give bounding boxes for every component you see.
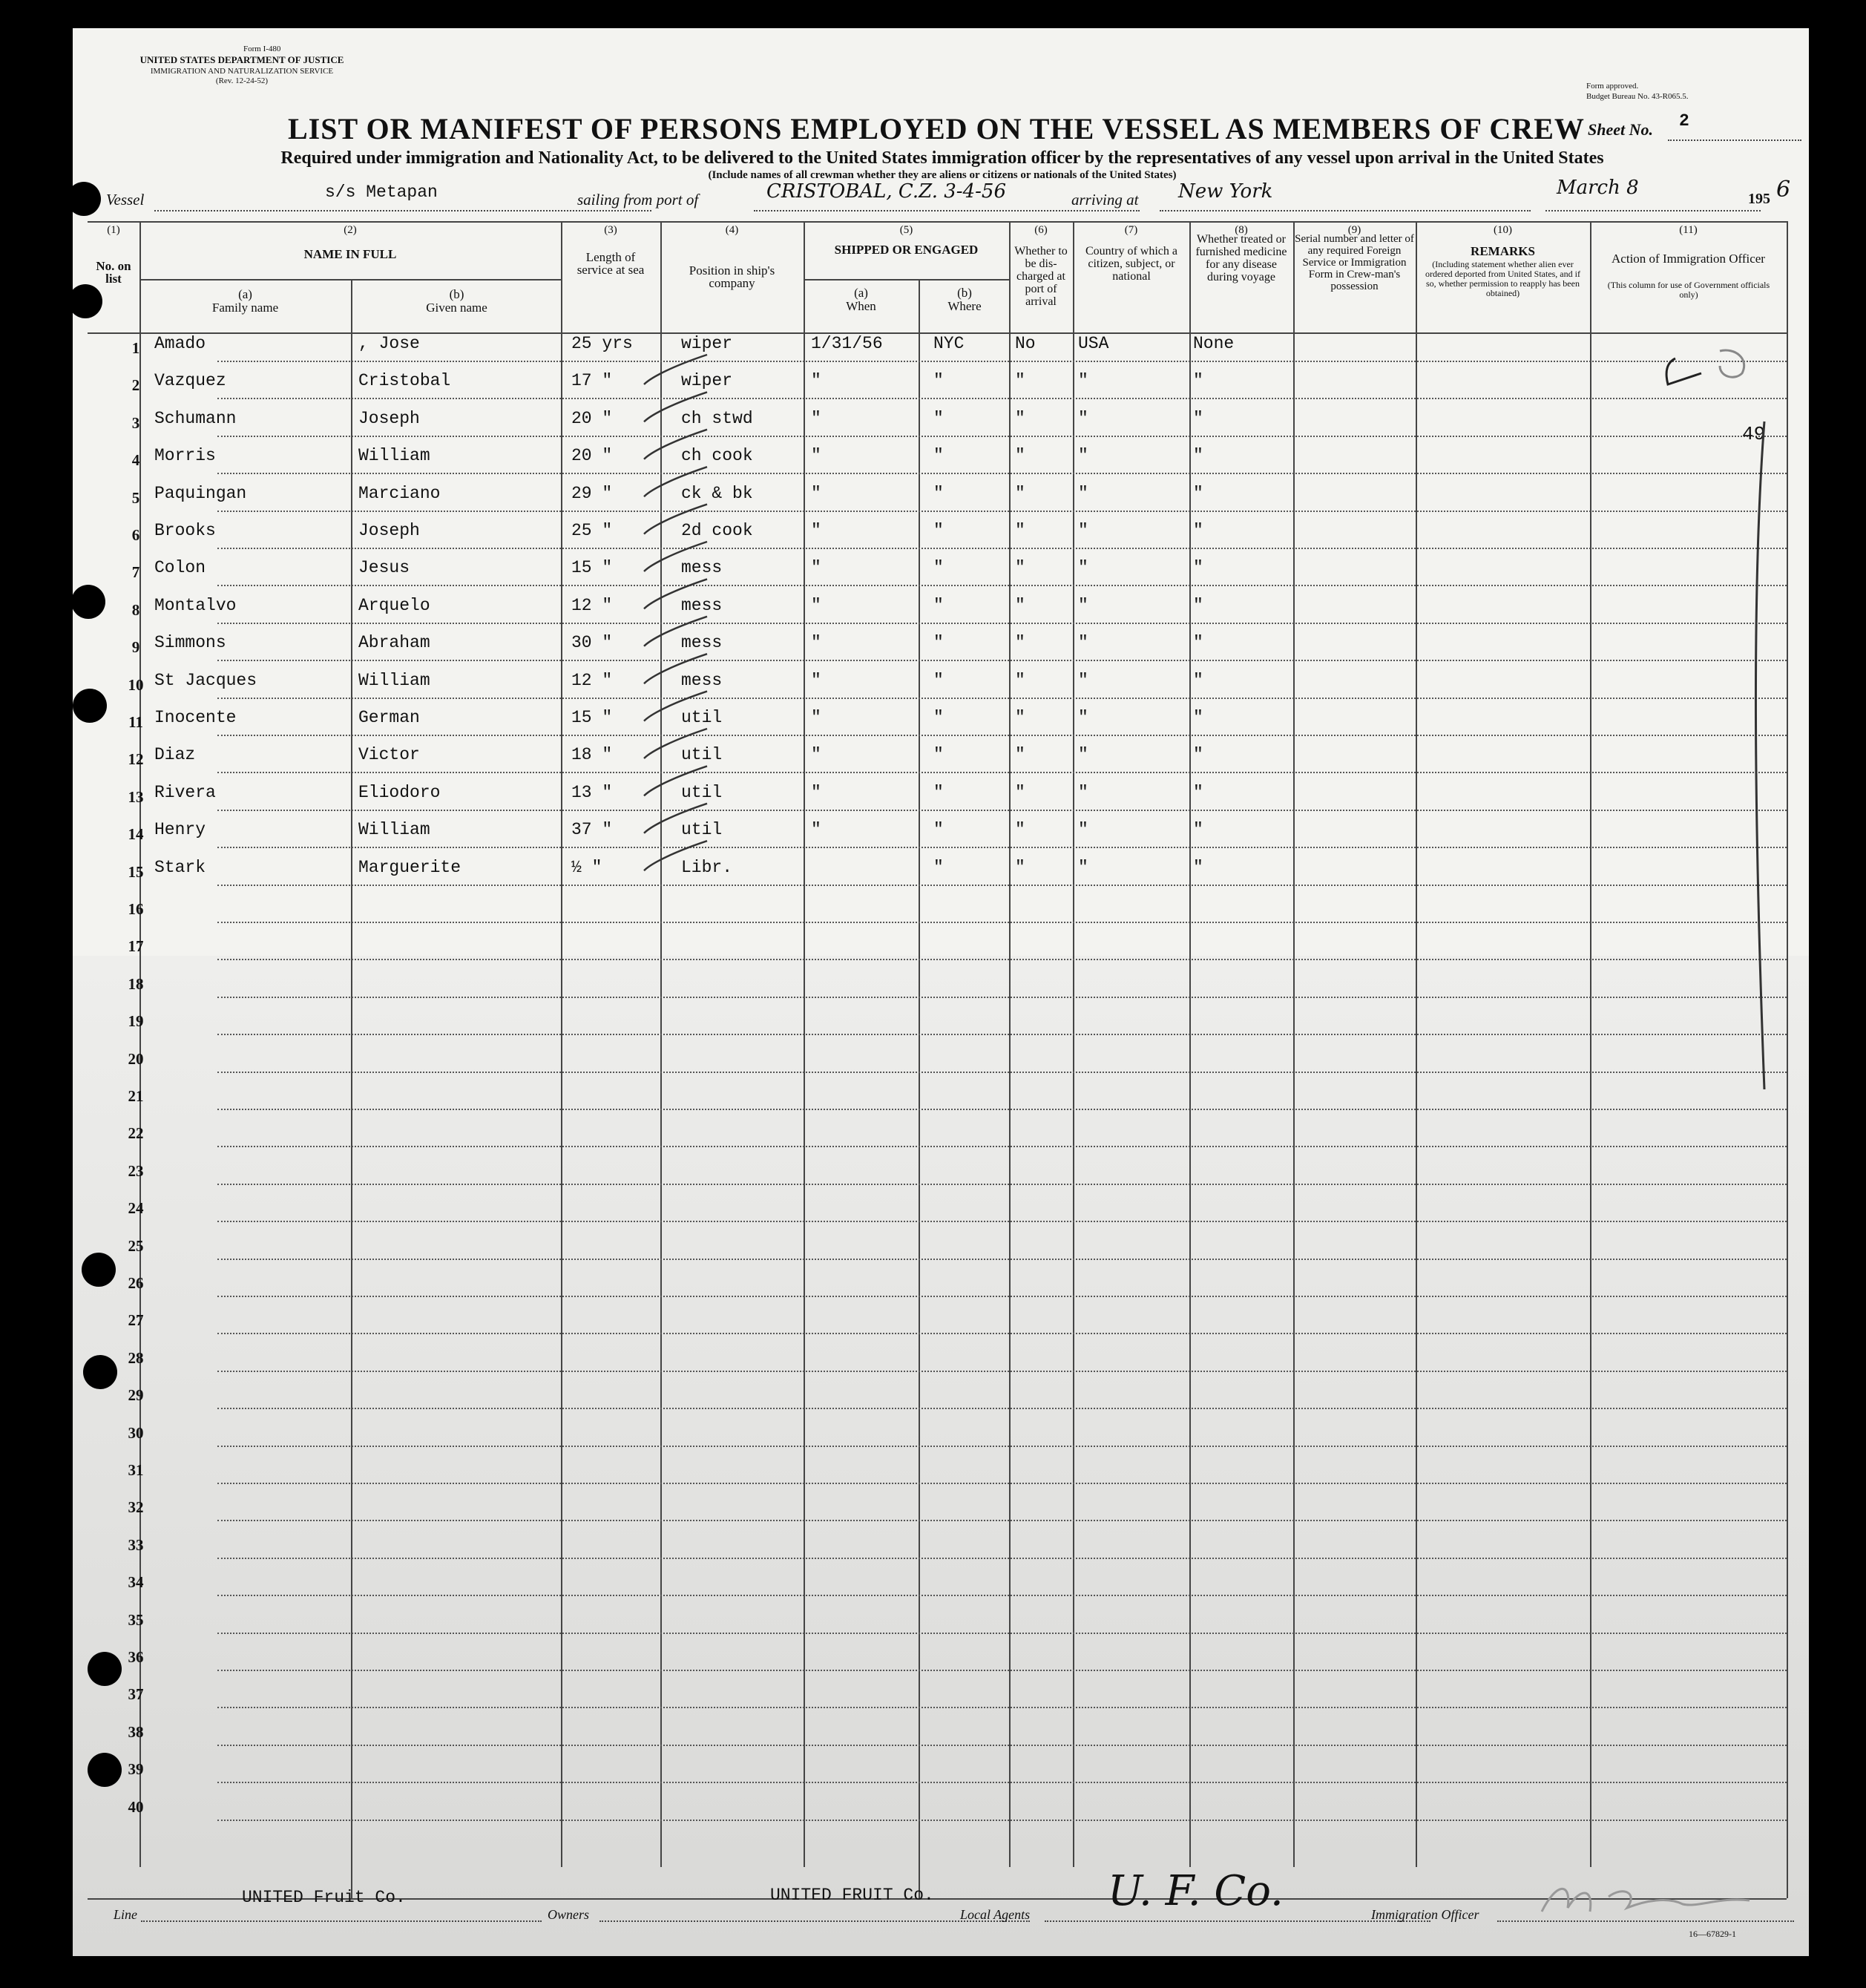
treated: ": [1193, 782, 1203, 802]
manifest-sheet: [73, 28, 1809, 1956]
ship-position: ch stwd: [681, 408, 753, 428]
hdr-where: Where: [947, 299, 982, 313]
given-name: , Jose: [358, 334, 420, 353]
treated: ": [1193, 408, 1203, 428]
hdr-given-b: (b): [449, 287, 464, 301]
family-name: Colon: [154, 558, 206, 578]
engaged-when: 1/31/56: [811, 334, 883, 353]
arrival-date: March 8: [1557, 177, 1639, 199]
engaged-where: ": [933, 483, 944, 503]
engaged-when: ": [811, 521, 821, 540]
vessel-label: Vessel: [106, 191, 145, 209]
print-code: 16—67829-1: [1689, 1929, 1736, 1939]
engaged-where: ": [933, 371, 944, 391]
row-number: 23: [128, 1161, 144, 1180]
officer-marks: [1646, 332, 1779, 1112]
table-row: [88, 587, 1787, 624]
country: ": [1078, 782, 1088, 802]
agents-label: Local Agents: [960, 1907, 1031, 1922]
engaged-when: ": [811, 408, 821, 428]
country: ": [1078, 483, 1088, 503]
table-row: [88, 325, 1787, 362]
engaged-when: ": [811, 483, 821, 503]
engaged-where: ": [933, 708, 944, 727]
row-number: 11: [128, 713, 143, 731]
discharged: ": [1015, 745, 1025, 765]
row-number: 16: [128, 900, 144, 918]
discharged: No: [1015, 334, 1036, 353]
agents-value: U. F. Co.: [1108, 1867, 1284, 1915]
country: ": [1078, 521, 1088, 540]
hdr-name-in-full: NAME IN FULL: [303, 247, 397, 261]
year-prefix: 195: [1748, 191, 1770, 207]
table-row: [88, 923, 1787, 960]
row-number: 5: [131, 488, 140, 507]
row-number: 21: [128, 1087, 144, 1105]
hdr-shipped: SHIPPED OR ENGAGED: [834, 243, 979, 257]
hdr-treated: Whether treated or furnished medicine for any disease during voyage: [1195, 233, 1287, 283]
colnum-11: (11): [1679, 224, 1698, 236]
ship-position: mess: [681, 595, 723, 615]
colnum-9: (9): [1347, 224, 1361, 236]
length-of-service: 18 ": [571, 745, 613, 765]
given-name: German: [358, 708, 420, 727]
binder-hole: [67, 182, 101, 216]
table-row: [88, 998, 1787, 1035]
discharged: ": [1015, 595, 1025, 615]
table-row: [88, 512, 1787, 549]
given-name: Arquelo: [358, 595, 430, 615]
table-row: [88, 400, 1787, 437]
table-row: [88, 1185, 1787, 1222]
given-name: William: [358, 670, 430, 690]
row-number: 14: [128, 825, 144, 844]
page-subtitle: Required under immigration and Nationality Act, to be delivered to the United States immigration officer by the representatives of any vessel upon arrival in the United States: [280, 148, 1604, 168]
length-of-service: 20 ": [571, 446, 613, 466]
engaged-when: ": [811, 708, 821, 727]
table-row: [88, 362, 1787, 399]
discharged: ": [1015, 708, 1025, 727]
hdr-where-b: (b): [957, 286, 972, 300]
country: ": [1078, 371, 1088, 391]
ship-position: ck & bk: [681, 483, 753, 503]
length-of-service: ½ ": [571, 857, 602, 877]
treated: ": [1193, 820, 1203, 840]
table-row: [88, 774, 1787, 811]
engaged-where: ": [933, 558, 944, 578]
treated: ": [1193, 670, 1203, 690]
engaged-where: ": [933, 745, 944, 765]
page-title: LIST OR MANIFEST OF PERSONS EMPLOYED ON THE VESSEL AS MEMBERS OF CREW: [288, 112, 1585, 145]
row-number: 26: [128, 1274, 144, 1292]
length-of-service: 25 yrs: [571, 334, 633, 353]
table-row: [88, 1522, 1787, 1559]
form-approved: Form approved.: [1586, 82, 1639, 91]
row-number: 22: [128, 1124, 144, 1143]
ship-position: wiper: [681, 334, 733, 353]
owners-label: Owners: [548, 1907, 590, 1922]
given-name: Joseph: [358, 408, 420, 428]
treated: ": [1193, 521, 1203, 540]
row-number: 8: [131, 600, 140, 619]
hdr-action-note: (This column for use of Government officials only): [1607, 280, 1770, 300]
family-name: Schumann: [154, 408, 237, 428]
officer-signature: [1527, 1874, 1764, 1926]
engaged-where: ": [933, 820, 944, 840]
hdr-position: Position in ship's company: [689, 263, 775, 290]
form-revision: (Rev. 12-24-52): [215, 76, 269, 85]
discharged: ": [1015, 820, 1025, 840]
row-number: 29: [128, 1386, 144, 1405]
discharged: ": [1015, 483, 1025, 503]
table-row: [88, 1297, 1787, 1334]
department-name: UNITED STATES DEPARTMENT OF JUSTICE: [139, 54, 344, 65]
length-of-service: 25 ": [571, 521, 613, 540]
family-name: Vazquez: [154, 371, 226, 391]
ship-position: mess: [681, 633, 723, 653]
ship-position: util: [681, 745, 723, 765]
binder-hole: [83, 1355, 117, 1389]
row-number: 39: [128, 1760, 144, 1779]
row-number: 2: [131, 376, 140, 395]
engaged-where: ": [933, 782, 944, 802]
given-name: Marguerite: [358, 857, 461, 877]
line-label: Line: [114, 1907, 138, 1922]
colnum-4: (4): [725, 224, 739, 236]
hdr-when: When: [846, 299, 876, 313]
country: ": [1078, 446, 1088, 466]
budget-bureau: Budget Bureau No. 43-R065.5.: [1586, 92, 1689, 101]
given-name: William: [358, 446, 430, 466]
hdr-serial: Serial number and letter of any required Foreign Service or Immigration Form in Crew-man's possession: [1295, 233, 1414, 292]
treated: ": [1193, 558, 1203, 578]
page-subnote: (Include names of all crewman whether they are aliens or citizens or nationals of the United States): [708, 169, 1177, 181]
row-number: 19: [128, 1012, 144, 1031]
country: ": [1078, 857, 1088, 877]
discharged: ": [1015, 857, 1025, 877]
engaged-when: ": [811, 446, 821, 466]
tick-marks: [637, 340, 829, 904]
family-name: Amado: [154, 334, 206, 353]
family-name: Paquingan: [154, 483, 247, 503]
row-number: 37: [128, 1685, 144, 1704]
length-of-service: 17 ": [571, 371, 613, 391]
table-row: [88, 549, 1787, 586]
table-row: [88, 1634, 1787, 1671]
table-row: [88, 1671, 1787, 1708]
length-of-service: 12 ": [571, 670, 613, 690]
binder-hole: [68, 284, 102, 318]
hdr-family-a: (a): [238, 287, 252, 301]
binder-hole: [71, 585, 105, 619]
given-name: William: [358, 820, 430, 840]
treated: ": [1193, 857, 1203, 877]
colnum-2: (2): [344, 224, 357, 236]
row-number: 7: [131, 563, 140, 582]
length-of-service: 12 ": [571, 595, 613, 615]
row-rule: [217, 1820, 1787, 1821]
family-name: St Jacques: [154, 670, 257, 690]
length-of-service: 13 ": [571, 782, 613, 802]
table-row: [88, 1110, 1787, 1147]
row-number: 18: [128, 974, 144, 993]
given-name: Abraham: [358, 633, 430, 653]
engaged-when: ": [811, 820, 821, 840]
binder-hole: [82, 1253, 116, 1287]
engaged-when: ": [811, 745, 821, 765]
row-number: 17: [128, 937, 144, 956]
ship-position: util: [681, 708, 723, 727]
hdr-when-a: (a): [854, 286, 868, 300]
officer-label: Immigration Officer: [1371, 1907, 1479, 1922]
discharged: ": [1015, 371, 1025, 391]
table-row: [88, 1372, 1787, 1409]
length-of-service: 15 ": [571, 558, 613, 578]
table-row: [88, 849, 1787, 886]
country: ": [1078, 745, 1088, 765]
length-of-service: 30 ": [571, 633, 613, 653]
table-row: [88, 1073, 1787, 1110]
form-number: Form I-480: [243, 45, 281, 53]
hdr-family-name: Family name: [211, 301, 279, 315]
row-number: 10: [128, 675, 144, 694]
engaged-when: ": [811, 595, 821, 615]
sheet-number: 2: [1679, 111, 1689, 131]
table-row: [88, 1223, 1787, 1260]
row-number: 34: [128, 1573, 144, 1592]
country: ": [1078, 820, 1088, 840]
discharged: ": [1015, 521, 1025, 540]
length-of-service: 15 ": [571, 708, 613, 727]
given-name: Cristobal: [358, 371, 451, 391]
table-row: [88, 1148, 1787, 1185]
table-row: [88, 1484, 1787, 1521]
row-number: 40: [128, 1797, 144, 1816]
colnum-1: (1): [107, 224, 120, 236]
ship-position: wiper: [681, 371, 733, 391]
owners-value: UNITED FRUIT Co.: [770, 1886, 934, 1905]
table-row: [88, 662, 1787, 699]
treated: ": [1193, 633, 1203, 653]
sheet-label: Sheet No.: [1588, 120, 1653, 139]
table-right-rule: [1787, 221, 1788, 1898]
given-name: Eliodoro: [358, 782, 441, 802]
family-name: Inocente: [154, 708, 237, 727]
treated: ": [1193, 371, 1203, 391]
family-name: Rivera: [154, 782, 216, 802]
discharged: ": [1015, 633, 1025, 653]
table-row: [88, 1036, 1787, 1073]
table-row: [88, 736, 1787, 773]
hdr-country: Country of which a citizen, subject, or national: [1085, 245, 1177, 283]
row-number: 35: [128, 1610, 144, 1629]
engaged-where: ": [933, 670, 944, 690]
row-number: 9: [131, 638, 140, 657]
colnum-5: (5): [899, 224, 913, 236]
family-name: Morris: [154, 446, 216, 466]
row-number: 4: [131, 451, 140, 470]
engaged-where: ": [933, 521, 944, 540]
country: ": [1078, 708, 1088, 727]
name-subrule: [139, 279, 561, 281]
hdr-no-on-list: No. on list: [96, 259, 131, 286]
colnum-3: (3): [604, 224, 617, 236]
ship-position: Libr.: [681, 857, 733, 877]
given-name: Victor: [358, 745, 420, 765]
row-number: 13: [128, 787, 144, 806]
colnum-6: (6): [1034, 224, 1048, 236]
table-row: [88, 624, 1787, 661]
discharged: ": [1015, 446, 1025, 466]
table-row: [88, 1447, 1787, 1484]
family-name: Henry: [154, 820, 206, 840]
discharged: ": [1015, 782, 1025, 802]
table-row: [88, 1410, 1787, 1447]
country: ": [1078, 670, 1088, 690]
country: USA: [1078, 334, 1109, 353]
table-row: [88, 811, 1787, 848]
service-name: IMMIGRATION AND NATURALIZATION SERVICE: [150, 67, 334, 76]
treated: ": [1193, 446, 1203, 466]
row-number: 36: [128, 1648, 144, 1666]
length-of-service: 29 ": [571, 483, 613, 503]
table-row: [88, 1559, 1787, 1596]
arriving-label: arriving at: [1071, 191, 1139, 209]
engaged-where: ": [933, 857, 944, 877]
ship-position: mess: [681, 670, 723, 690]
hdr-length: Length of service at sea: [576, 250, 645, 277]
table-row: [88, 961, 1787, 998]
sailing-label: sailing from port of: [577, 191, 699, 209]
hdr-given-name: Given name: [426, 301, 487, 315]
sailing-value: CRISTOBAL, C.Z. 3-4-56: [766, 180, 1006, 203]
line-value: UNITED Fruit Co.: [242, 1888, 406, 1907]
side-count: 49: [1742, 423, 1766, 445]
row-number: 31: [128, 1461, 144, 1479]
shipped-subrule: [804, 279, 1009, 281]
family-name: Stark: [154, 857, 206, 877]
table-row: [88, 437, 1787, 474]
length-of-service: 20 ": [571, 408, 613, 428]
colnum-7: (7): [1124, 224, 1138, 236]
arriving-value: New York: [1178, 180, 1273, 203]
discharged: ": [1015, 670, 1025, 690]
row-number: 6: [131, 526, 140, 544]
row-number: 15: [128, 862, 144, 881]
table-top-rule: [88, 221, 1787, 223]
engaged-where: ": [933, 408, 944, 428]
country: ": [1078, 408, 1088, 428]
length-of-service: 37 ": [571, 820, 613, 840]
row-number: 3: [131, 413, 140, 432]
given-name: Jesus: [358, 558, 410, 578]
row-number: 32: [128, 1498, 144, 1517]
binder-hole: [88, 1753, 122, 1787]
vessel-value: s/s Metapan: [325, 183, 438, 202]
treated: None: [1193, 334, 1235, 353]
table-row: [88, 886, 1787, 923]
hdr-action: Action of Immigration Officer: [1612, 252, 1765, 266]
engaged-where: ": [933, 446, 944, 466]
row-number: 27: [128, 1311, 144, 1330]
table-row: [88, 1709, 1787, 1746]
row-number: 20: [128, 1049, 144, 1068]
given-name: Joseph: [358, 521, 420, 540]
row-number: 38: [128, 1722, 144, 1741]
engaged-when: ": [811, 558, 821, 578]
row-number: 33: [128, 1535, 144, 1554]
family-name: Simmons: [154, 633, 226, 653]
family-name: Diaz: [154, 745, 196, 765]
given-name: Marciano: [358, 483, 441, 503]
ship-position: mess: [681, 558, 723, 578]
ship-position: 2d cook: [681, 521, 753, 540]
table-row: [88, 1260, 1787, 1297]
table-row: [88, 1746, 1787, 1783]
discharged: ": [1015, 558, 1025, 578]
hdr-remarks: REMARKS: [1471, 244, 1535, 258]
year-suffix: 6: [1776, 177, 1791, 203]
hdr-remarks-note: (Including statement whether alien ever ordered deported from United States, and if so, whether permission to reapply has been obtained): [1425, 259, 1580, 298]
treated: ": [1193, 745, 1203, 765]
binder-hole: [88, 1652, 122, 1686]
ship-position: ch cook: [681, 446, 753, 466]
engaged-when: ": [811, 782, 821, 802]
country: ": [1078, 633, 1088, 653]
treated: ": [1193, 595, 1203, 615]
colnum-8: (8): [1235, 224, 1248, 236]
engaged-when: ": [811, 670, 821, 690]
family-name: Brooks: [154, 521, 216, 540]
ship-position: util: [681, 782, 723, 802]
ship-position: util: [681, 820, 723, 840]
row-number: 28: [128, 1348, 144, 1367]
row-number: 24: [128, 1199, 144, 1218]
family-name: Montalvo: [154, 595, 237, 615]
row-number: 12: [128, 750, 144, 769]
row-number: 25: [128, 1236, 144, 1255]
table-row: [88, 1784, 1787, 1821]
table-row: [88, 1335, 1787, 1372]
row-number: 30: [128, 1423, 144, 1442]
engaged-when: ": [811, 371, 821, 391]
treated: ": [1193, 708, 1203, 727]
table-row: [88, 699, 1787, 736]
hdr-discharged: Whether to be dis-charged at port of arrival: [1014, 245, 1068, 308]
engaged-when: ": [811, 633, 821, 653]
colnum-10: (10): [1494, 224, 1512, 236]
engaged-where: NYC: [933, 334, 965, 353]
table-row: [88, 475, 1787, 512]
discharged: ": [1015, 408, 1025, 428]
engaged-where: ": [933, 633, 944, 653]
binder-hole: [73, 689, 107, 723]
row-number: 1: [131, 339, 140, 357]
country: ": [1078, 558, 1088, 578]
country: ": [1078, 595, 1088, 615]
engaged-where: ": [933, 595, 944, 615]
table-row: [88, 1597, 1787, 1634]
treated: ": [1193, 483, 1203, 503]
